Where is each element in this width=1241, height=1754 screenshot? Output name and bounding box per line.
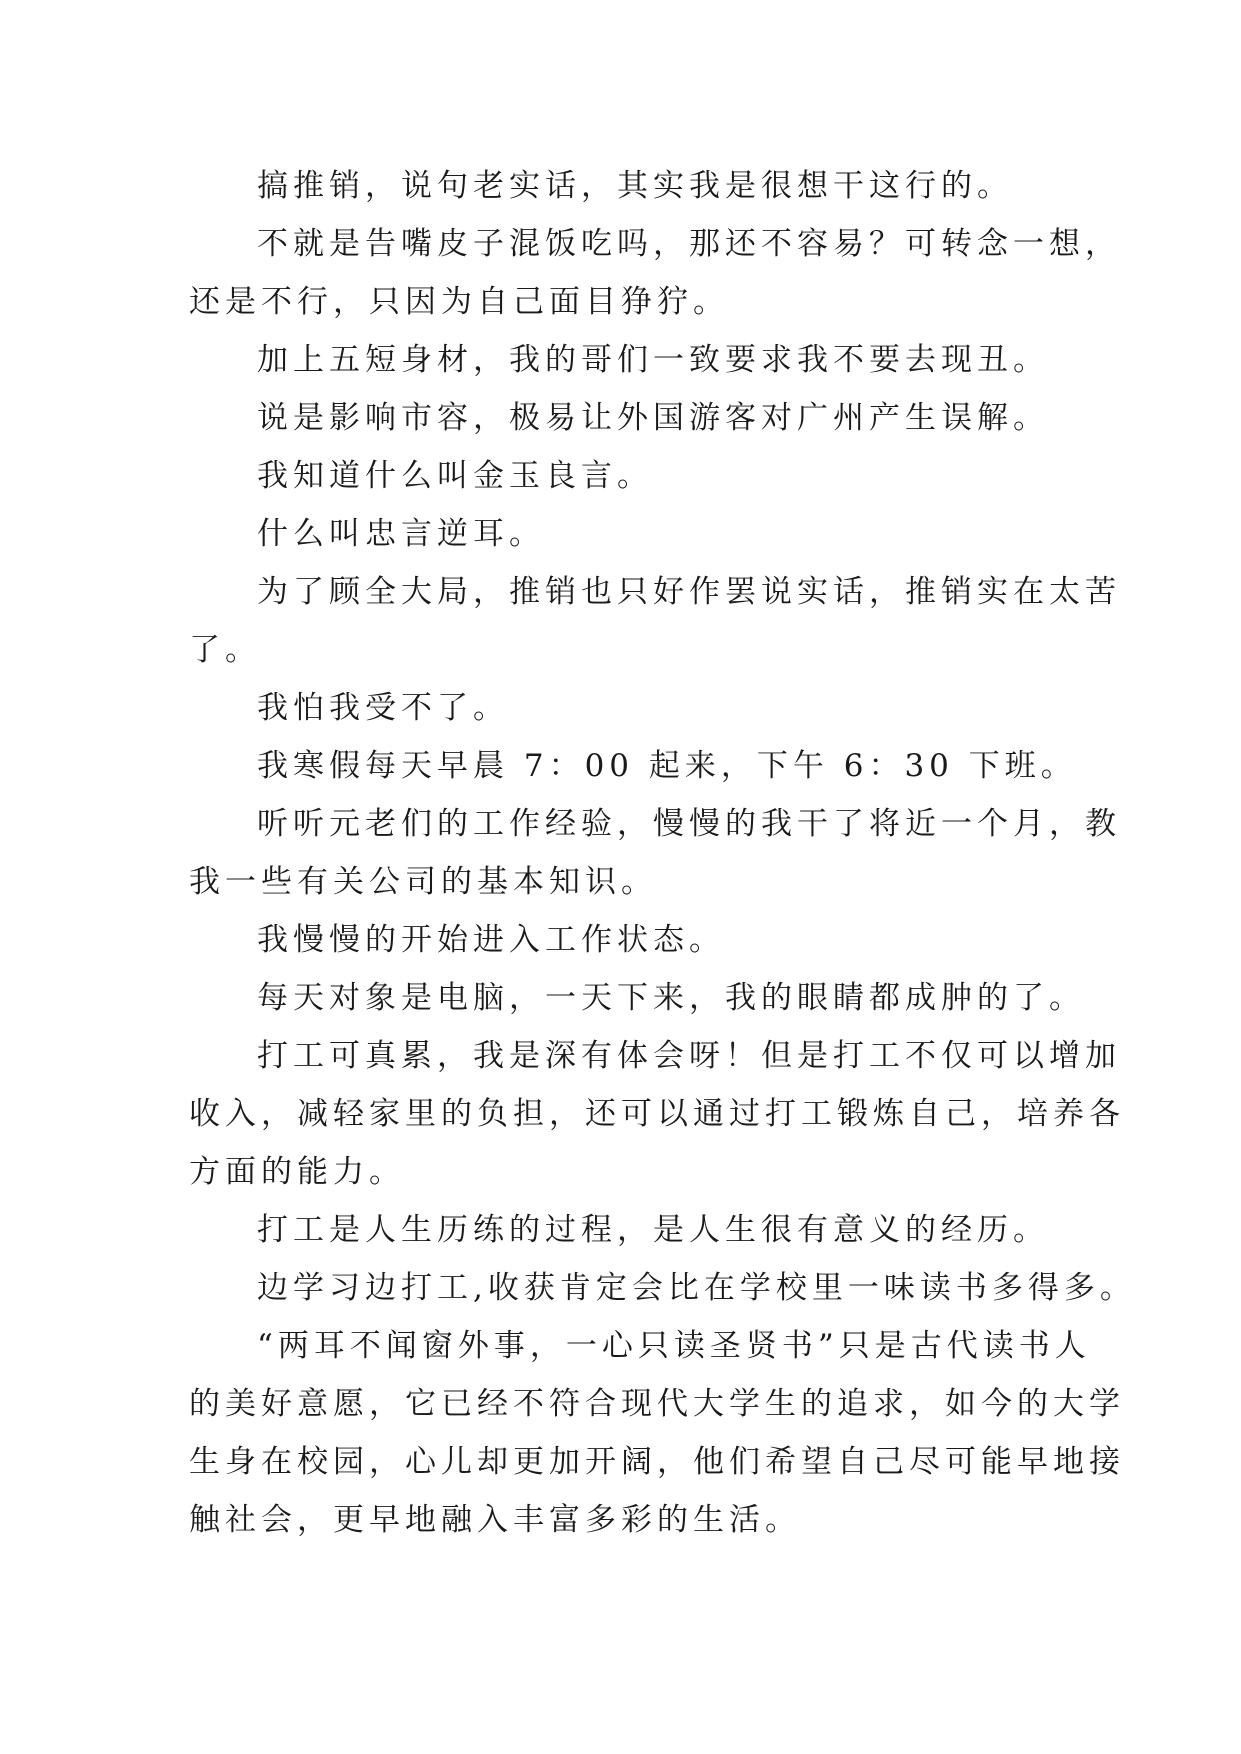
paragraph-line: 我知道什么叫金玉良言。	[257, 458, 653, 494]
paragraph-line: 每天对象是电脑，一天下来，我的眼睛都成肿的了。	[257, 980, 1085, 1016]
paragraph	[189, 737, 1077, 795]
paragraph-line: 搞推销，说句老实话，其实我是很想干这行的。	[257, 168, 1013, 204]
paragraph-line: 我慢慢的开始进入工作状态。	[257, 922, 725, 958]
paragraph-line: 不就是告嘴皮子混饭吃吗，那还不容易？可转念一想，	[257, 226, 1121, 262]
paragraph-line: 说是影响市容，极易让外国游客对广州产生误解。	[257, 400, 1049, 436]
paragraph-line: 加上五短身材，我的哥们一致要求我不要去现丑。	[257, 342, 1049, 378]
paragraph-line: 方面的能力。	[189, 1154, 405, 1190]
paragraph	[189, 389, 1069, 447]
paragraph	[189, 1317, 1125, 1549]
paragraph	[189, 505, 1069, 563]
paragraph-line: 打工可真累，我是深有体会呀！但是打工不仅可以增加	[257, 1038, 1121, 1074]
paragraph	[189, 1027, 1125, 1201]
paragraph	[189, 1259, 1136, 1317]
paragraph	[189, 795, 1121, 911]
paragraph-line: 什么叫忠言逆耳。	[257, 516, 545, 552]
paragraph	[189, 331, 1069, 389]
paragraph-line: 的美好意愿，它已经不符合现代大学生的追求，如今的大学	[189, 1386, 1125, 1422]
paragraph-line: 还是不行，只因为自己面目狰狞。	[189, 284, 729, 320]
document-body	[189, 157, 1136, 1549]
paragraph-line: 触社会，更早地融入丰富多彩的生活。	[189, 1502, 801, 1538]
paragraph	[189, 969, 1085, 1027]
paragraph-line: 收入，减轻家里的负担，还可以通过打工锻炼自己，培养各	[189, 1096, 1125, 1132]
paragraph-line: “两耳不闻窗外事，一心只读圣贤书”只是古代读书人	[257, 1328, 1091, 1364]
paragraph	[189, 911, 1069, 969]
paragraph	[189, 447, 1069, 505]
paragraph	[189, 679, 1069, 737]
paragraph	[189, 157, 1069, 215]
paragraph	[189, 1201, 1069, 1259]
paragraph-line: 我寒假每天早晨 7：00 起来，下午 6：30 下班。	[257, 748, 1077, 784]
paragraph-line: 为了顾全大局，推销也只好作罢说实话，推销实在太苦	[257, 574, 1121, 610]
paragraph-line: 边学习边打工,收获肯定会比在学校里一味读书多得多。	[257, 1270, 1136, 1306]
paragraph-line: 我一些有关公司的基本知识。	[189, 864, 657, 900]
paragraph-line: 打工是人生历练的过程，是人生很有意义的经历。	[257, 1212, 1049, 1248]
paragraph-line: 我怕我受不了。	[257, 690, 509, 726]
paragraph-line: 生身在校园，心儿却更加开阔，他们希望自己尽可能早地接	[189, 1444, 1125, 1480]
paragraph	[189, 563, 1121, 679]
paragraph	[189, 215, 1121, 331]
paragraph-line: 听听元老们的工作经验，慢慢的我干了将近一个月，教	[257, 806, 1121, 842]
paragraph-line: 了。	[189, 632, 261, 668]
